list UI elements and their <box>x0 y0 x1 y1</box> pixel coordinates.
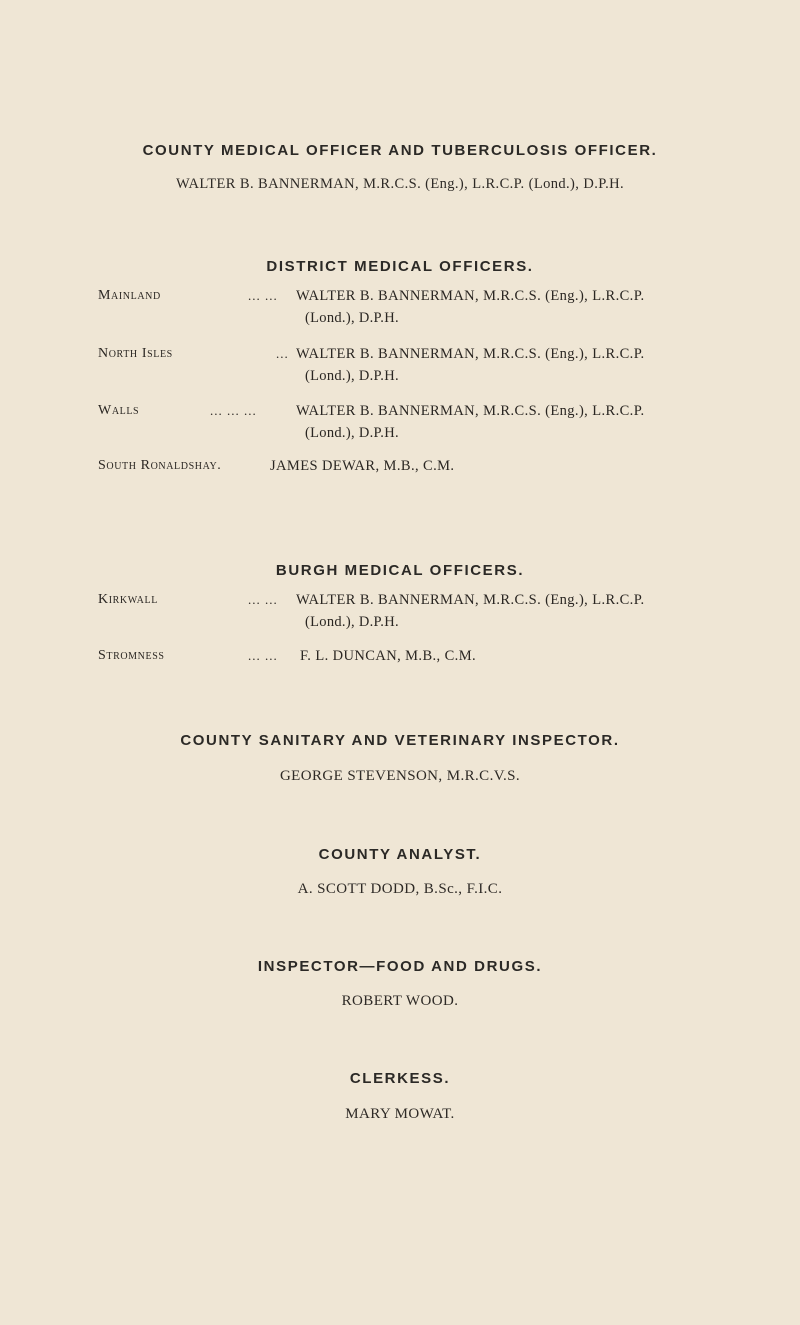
district-officer-name: JAMES DEWAR, M.B., C.M. <box>270 458 455 474</box>
district-officer-qualifications: (Lond.), D.P.H. <box>305 368 399 384</box>
district-officer-row <box>0 346 800 390</box>
district-officer-name: WALTER B. BANNERMAN, M.R.C.S. (Eng.), L.R.C.P. <box>296 403 645 419</box>
leader-dots: ... ... ... <box>210 403 257 418</box>
burgh-place: Stromness <box>98 648 165 663</box>
leader-dots: ... ... <box>248 288 278 303</box>
clerkess-name: MARY MOWAT. <box>345 1106 455 1122</box>
district-medical-officers-heading: DISTRICT MEDICAL OFFICERS. <box>266 258 534 275</box>
burgh-officer-name: WALTER B. BANNERMAN, M.R.C.S. (Eng.), L.R.C.P. <box>296 592 645 608</box>
district-officer-row <box>0 288 800 332</box>
district-officer-name: WALTER B. BANNERMAN, M.R.C.S. (Eng.), L.R.C.P. <box>296 346 645 362</box>
district-officer-row <box>0 403 800 447</box>
burgh-place: Kirkwall <box>98 592 158 607</box>
leader-dots: ... ... <box>248 592 278 607</box>
burgh-medical-officers-heading: BURGH MEDICAL OFFICERS. <box>275 562 525 579</box>
leader-dots: ... <box>276 346 289 361</box>
county-analyst-name: A. SCOTT DODD, B.Sc., F.I.C. <box>297 881 503 897</box>
sanitary-inspector-name: GEORGE STEVENSON, M.R.C.V.S. <box>279 768 521 784</box>
district-officer-name: WALTER B. BANNERMAN, M.R.C.S. (Eng.), L.R.C.P. <box>296 288 645 304</box>
food-inspector-heading: INSPECTOR—FOOD AND DRUGS. <box>257 958 543 975</box>
district-place: South Ronaldshay. <box>98 458 222 473</box>
burgh-officer-qualifications: (Lond.), D.P.H. <box>305 614 399 630</box>
burgh-officer-name: F. L. DUNCAN, M.B., C.M. <box>300 648 477 664</box>
county-analyst-heading: COUNTY ANALYST. <box>318 846 482 863</box>
food-inspector-name: ROBERT WOOD. <box>341 993 459 1009</box>
county-medical-officer-heading: COUNTY MEDICAL OFFICER AND TUBERCULOSIS OFFICER. <box>142 142 658 159</box>
district-officer-qualifications: (Lond.), D.P.H. <box>305 425 399 441</box>
district-officer-row <box>0 458 800 502</box>
leader-dots: ... ... <box>248 648 278 663</box>
burgh-officer-row <box>0 648 800 692</box>
sanitary-inspector-heading: COUNTY SANITARY AND VETERINARY INSPECTOR. <box>180 732 620 749</box>
clerkess-heading: CLERKESS. <box>349 1070 451 1087</box>
county-medical-officer-name: WALTER B. BANNERMAN, M.R.C.S. (Eng.), L.R.C.P. (Lond.), D.P.H. <box>175 176 625 192</box>
district-place: North Isles <box>98 346 173 361</box>
burgh-officer-row <box>0 592 800 636</box>
district-place: Walls <box>98 403 140 418</box>
district-place: Mainland <box>98 288 161 303</box>
district-officer-qualifications: (Lond.), D.P.H. <box>305 310 399 326</box>
